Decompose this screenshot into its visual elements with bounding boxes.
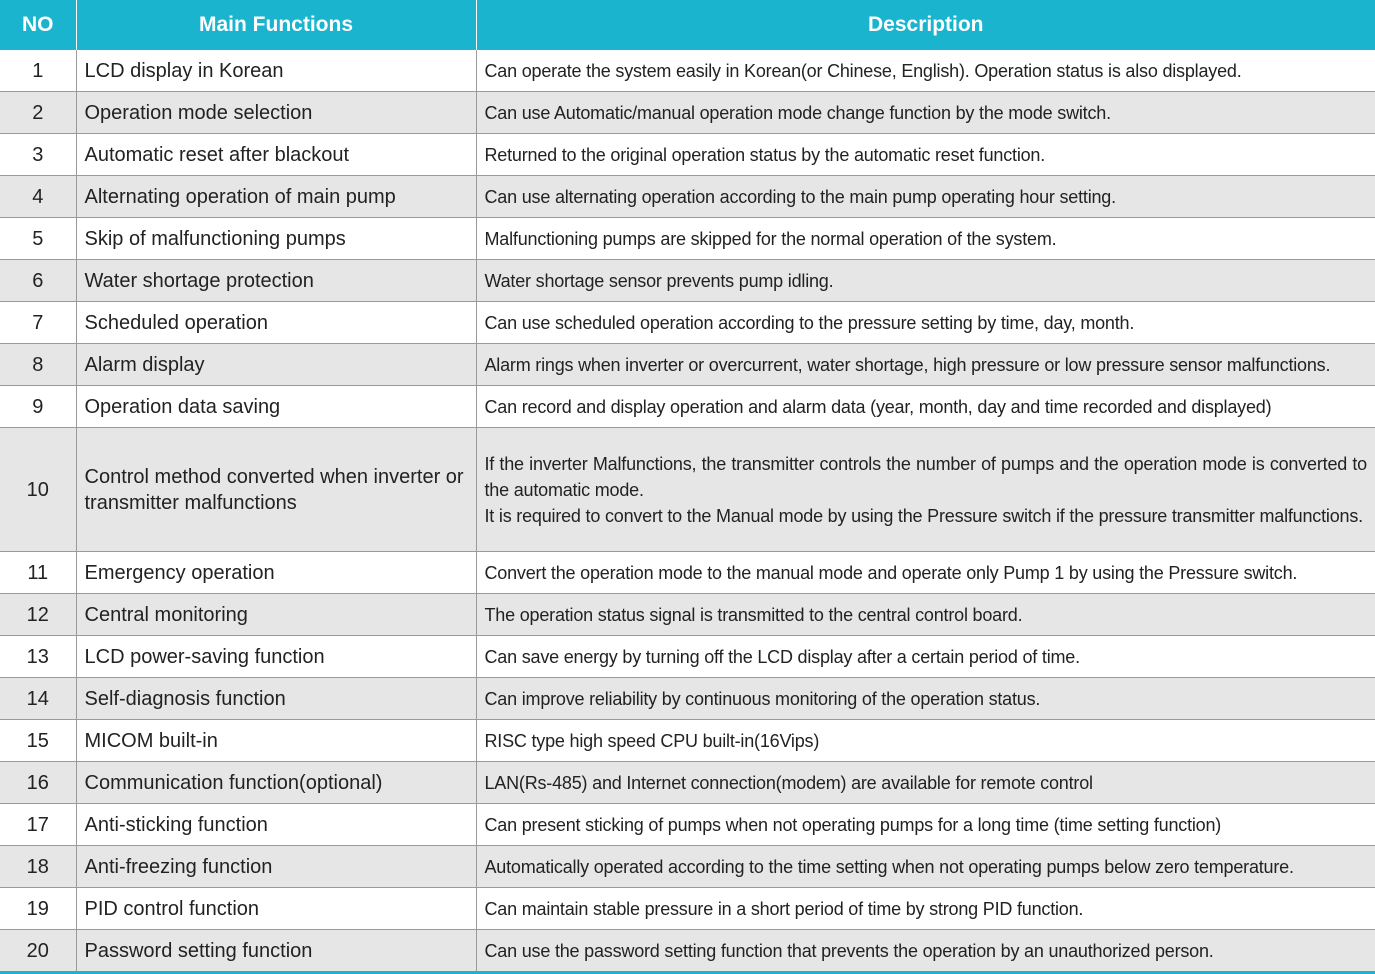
table-row: [0, 930, 1375, 973]
table-row: [0, 92, 1375, 134]
table-row: [0, 762, 1375, 804]
table-row: [0, 260, 1375, 302]
row-description: The operation status signal is transmitted to the central control board.: [476, 594, 1375, 636]
header-description: Description: [476, 0, 1375, 50]
table-row: [0, 888, 1375, 930]
table-row: [0, 344, 1375, 386]
row-function: Water shortage protection: [76, 260, 476, 302]
table-row: [0, 218, 1375, 260]
row-function: Alternating operation of main pump: [76, 176, 476, 218]
row-function: Automatic reset after blackout: [76, 134, 476, 176]
row-description: LAN(Rs-485) and Internet connection(modem) are available for remote control: [476, 762, 1375, 804]
row-description: Can use Automatic/manual operation mode change function by the mode switch.: [476, 92, 1375, 134]
table-row: [0, 552, 1375, 594]
row-function: Anti-freezing function: [76, 846, 476, 888]
row-number: 20: [0, 930, 76, 973]
row-function: Alarm display: [76, 344, 476, 386]
row-description: Can save energy by turning off the LCD display after a certain period of time.: [476, 636, 1375, 678]
row-number: 6: [0, 260, 76, 302]
row-function: Skip of malfunctioning pumps: [76, 218, 476, 260]
table-row: [0, 846, 1375, 888]
row-description: Can use the password setting function that prevents the operation by an unauthorized person.: [476, 930, 1375, 973]
row-function: Password setting function: [76, 930, 476, 973]
row-description: Water shortage sensor prevents pump idling.: [476, 260, 1375, 302]
row-description: Can use scheduled operation according to the pressure setting by time, day, month.: [476, 302, 1375, 344]
row-number: 10: [0, 428, 76, 552]
table-row: [0, 50, 1375, 92]
row-number: 13: [0, 636, 76, 678]
table-row: [0, 428, 1375, 552]
row-function: MICOM built-in: [76, 720, 476, 762]
row-description: [476, 428, 1375, 552]
table-row: [0, 678, 1375, 720]
table-row: [0, 594, 1375, 636]
table-header-row: [0, 0, 1375, 50]
table-row: [0, 720, 1375, 762]
row-number: 14: [0, 678, 76, 720]
row-description: Can present sticking of pumps when not operating pumps for a long time (time setting function): [476, 804, 1375, 846]
table-row: [0, 134, 1375, 176]
row-function: Communication function(optional): [76, 762, 476, 804]
description-line-2: It is required to convert to the Manual mode by using the Pressure switch if the pressure transmitter malfunctions.: [484, 505, 1363, 526]
row-number: 8: [0, 344, 76, 386]
row-function: Scheduled operation: [76, 302, 476, 344]
row-function: Anti-sticking function: [76, 804, 476, 846]
table-row: [0, 636, 1375, 678]
table-row: [0, 302, 1375, 344]
row-description: Returned to the original operation status by the automatic reset function.: [476, 134, 1375, 176]
row-function: LCD power-saving function: [76, 636, 476, 678]
row-number: 9: [0, 386, 76, 428]
row-function: LCD display in Korean: [76, 50, 476, 92]
row-function: Operation data saving: [76, 386, 476, 428]
row-number: 17: [0, 804, 76, 846]
row-function: PID control function: [76, 888, 476, 930]
row-description: Convert the operation mode to the manual mode and operate only Pump 1 by using the Pressure switch.: [476, 552, 1375, 594]
row-description: Can record and display operation and alarm data (year, month, day and time recorded and displayed): [476, 386, 1375, 428]
row-function: Operation mode selection: [76, 92, 476, 134]
table-row: [0, 386, 1375, 428]
header-main-functions: Main Functions: [76, 0, 476, 50]
table-row: [0, 176, 1375, 218]
row-description: Automatically operated according to the time setting when not operating pumps below zero temperature.: [476, 846, 1375, 888]
row-function: Central monitoring: [76, 594, 476, 636]
row-number: 15: [0, 720, 76, 762]
row-description: Alarm rings when inverter or overcurrent, water shortage, high pressure or low pressure sensor malfunctions.: [476, 344, 1375, 386]
row-description: Malfunctioning pumps are skipped for the normal operation of the system.: [476, 218, 1375, 260]
row-function: Emergency operation: [76, 552, 476, 594]
row-number: 11: [0, 552, 76, 594]
row-function: Control method converted when inverter or transmitter malfunctions: [76, 428, 476, 552]
row-number: 16: [0, 762, 76, 804]
header-no: NO: [0, 0, 76, 50]
row-number: 5: [0, 218, 76, 260]
row-function: Self-diagnosis function: [76, 678, 476, 720]
row-description: Can operate the system easily in Korean(or Chinese, English). Operation status is also displayed.: [476, 50, 1375, 92]
row-number: 7: [0, 302, 76, 344]
row-number: 12: [0, 594, 76, 636]
table-row: [0, 804, 1375, 846]
row-number: 2: [0, 92, 76, 134]
row-description: RISC type high speed CPU built-in(16Vips): [476, 720, 1375, 762]
description-line-1: If the inverter Malfunctions, the transmitter controls the number of pumps and the operation mode is converted to the automatic mode.: [484, 453, 1367, 500]
row-number: 1: [0, 50, 76, 92]
row-description: Can maintain stable pressure in a short period of time by strong PID function.: [476, 888, 1375, 930]
row-number: 4: [0, 176, 76, 218]
row-number: 3: [0, 134, 76, 176]
row-number: 18: [0, 846, 76, 888]
row-description: Can use alternating operation according to the main pump operating hour setting.: [476, 176, 1375, 218]
row-description: Can improve reliability by continuous monitoring of the operation status.: [476, 678, 1375, 720]
row-number: 19: [0, 888, 76, 930]
